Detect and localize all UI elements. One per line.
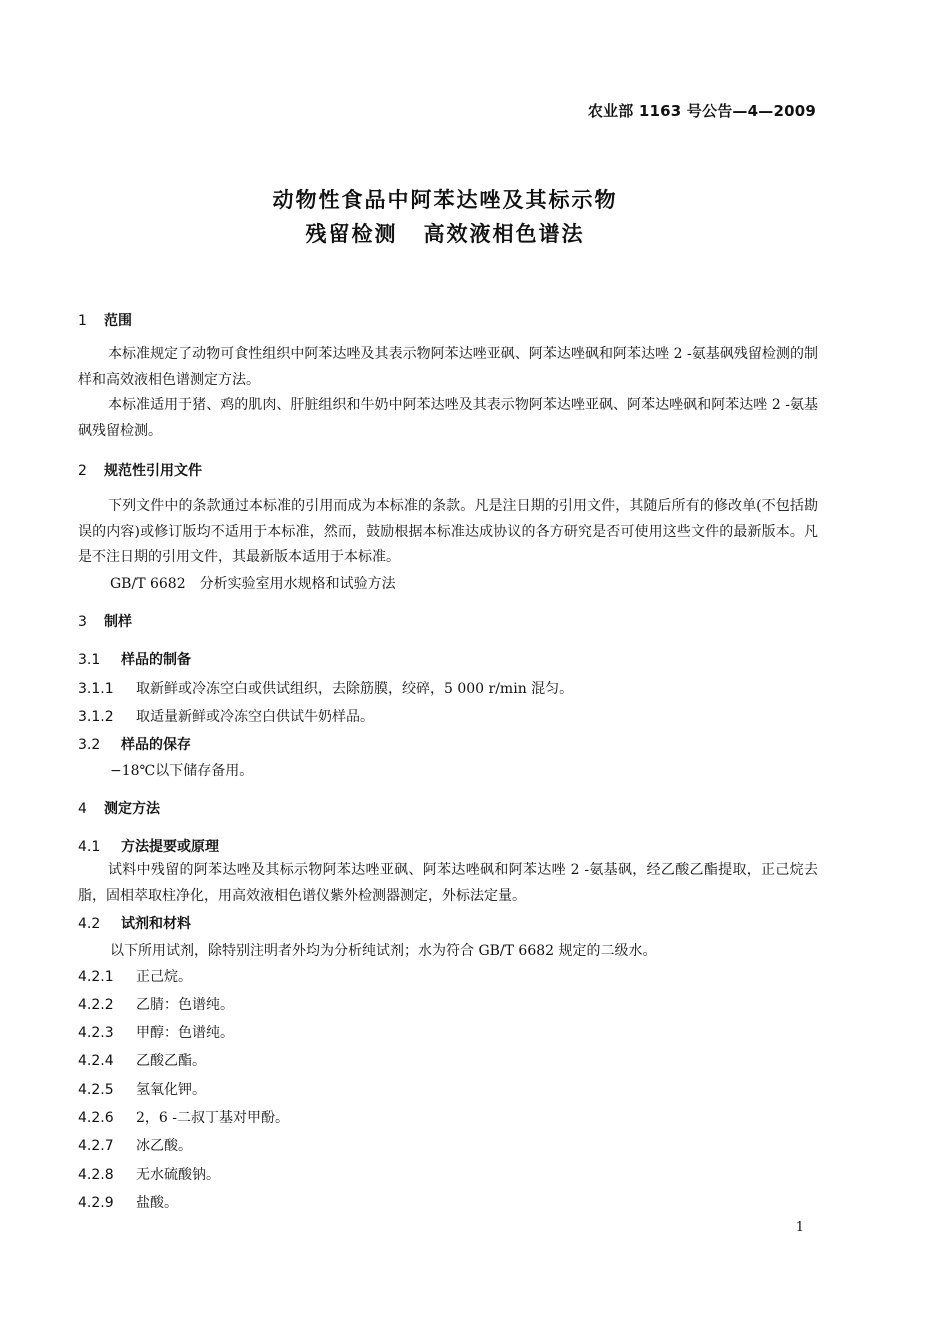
reagents-intro: 以下所用试剂，除特别注明者外均为分析纯试剂；水为符合 GB/T 6682 规定的二级水。 xyxy=(110,943,657,959)
clause-number: 4.2.9 xyxy=(78,1195,114,1211)
clause-text: 氢氧化钾。 xyxy=(136,1082,206,1098)
clause-number: 3.1.1 xyxy=(78,681,114,697)
section-1-paragraph-1: 本标准规定了动物可食性组织中阿苯达唑及其表示物阿苯达唑亚砜、阿苯达唑砜和阿苯达唑 2 -氨基砜残留检测的制样和高效液相色谱测定方法。 xyxy=(78,346,818,388)
clause-3-1-1 xyxy=(78,678,573,698)
clause-text: 无水硫酸钠。 xyxy=(136,1167,220,1183)
document-title-part1: 残留检测 xyxy=(305,222,398,246)
section-1-heading xyxy=(78,310,132,330)
clause-text: 取新鲜或冷冻空白或供试组织，去除筋膜，绞碎，5 000 r/min 混匀。 xyxy=(136,681,574,697)
clause-number: 4.2.4 xyxy=(78,1053,114,1069)
page-number: 1 xyxy=(795,1220,804,1235)
subsection-3-1-heading xyxy=(78,649,191,669)
clause-text: 乙酸乙酯。 xyxy=(136,1053,206,1069)
section-title: 测定方法 xyxy=(104,801,160,817)
section-title: 规范性引用文件 xyxy=(104,463,202,479)
reagent-item xyxy=(78,1164,220,1184)
clause-number: 4.2.8 xyxy=(78,1167,114,1183)
storage-instruction: −18℃以下储存备用。 xyxy=(110,763,254,779)
section-title: 制样 xyxy=(104,614,132,630)
clause-3-1-2 xyxy=(78,706,374,726)
reagent-item xyxy=(78,1192,178,1212)
subsection-number: 3.1 xyxy=(78,652,101,668)
clause-number: 4.2.5 xyxy=(78,1082,114,1098)
clause-text: 取适量新鲜或冷冻空白供试牛奶样品。 xyxy=(136,709,374,725)
method-principle-paragraph: 试料中残留的阿苯达唑及其标示物阿苯达唑亚砜、阿苯达唑砜和阿苯达唑 2 -氨基砜，经乙酸乙酯提取，正己烷去脂，固相萃取柱净化，用高效液相色谱仪紫外检测器测定，外标法定量。 xyxy=(78,862,818,904)
clause-text: 甲醇：色谱纯。 xyxy=(136,1025,234,1041)
section-2-paragraph: 下列文件中的条款通过本标准的引用而成为本标准的条款。凡是注日期的引用文件，其随后所有的修改单(不包括勘误的内容)或修订版均不适用于本标准，然而，鼓励根据本标准达成协议的各方研究是否可使用这些文件的最新版本。凡是不注日期的引用文件，其最新版本适用于本标准。 xyxy=(78,498,818,565)
clause-number: 4.2.1 xyxy=(78,969,114,985)
reagent-item xyxy=(78,1107,289,1127)
section-number: 4 xyxy=(78,801,87,817)
subsection-title: 方法提要或原理 xyxy=(121,839,219,855)
subsection-title: 试剂和材料 xyxy=(121,916,191,932)
subsection-4-1-heading xyxy=(78,836,219,856)
section-number: 1 xyxy=(78,313,87,329)
reagent-item xyxy=(78,966,192,986)
subsection-3-2-heading xyxy=(78,734,191,754)
clause-number: 4.2.7 xyxy=(78,1138,114,1154)
reagent-item xyxy=(78,1079,206,1099)
clause-number: 4.2.2 xyxy=(78,997,114,1013)
document-title-part2: 高效液相色谱法 xyxy=(423,222,585,246)
subsection-title: 样品的制备 xyxy=(121,652,191,668)
clause-text: 2，6 -二叔丁基对甲酚。 xyxy=(136,1110,289,1126)
reagent-item xyxy=(78,1135,192,1155)
document-title-line1: 动物性食品中阿苯达唑及其标示物 xyxy=(272,188,618,212)
section-title: 范围 xyxy=(104,313,132,329)
clause-number: 4.2.6 xyxy=(78,1110,114,1126)
standard-number: 农业部 1163 号公告—4—2009 xyxy=(587,102,816,120)
section-1-paragraph-2: 本标准适用于猪、鸡的肌肉、肝脏组织和牛奶中阿苯达唑及其表示物阿苯达唑亚砜、阿苯达唑砜和阿苯达唑 2 -氨基砜残留检测。 xyxy=(78,397,818,439)
reagent-item xyxy=(78,1022,234,1042)
subsection-number: 4.1 xyxy=(78,839,101,855)
section-number: 2 xyxy=(78,463,87,479)
clause-text: 正己烷。 xyxy=(136,969,192,985)
subsection-title: 样品的保存 xyxy=(121,737,191,753)
reagent-item xyxy=(78,994,234,1014)
subsection-number: 3.2 xyxy=(78,737,101,753)
section-number: 3 xyxy=(78,614,87,630)
reagent-item xyxy=(78,1050,206,1070)
subsection-4-2-heading xyxy=(78,913,191,933)
clause-text: 冰乙酸。 xyxy=(136,1138,192,1154)
clause-text: 乙腈：色谱纯。 xyxy=(136,997,234,1013)
document-title-line2 xyxy=(0,218,890,248)
clause-text: 盐酸。 xyxy=(136,1195,178,1211)
normative-reference: GB/T 6682 分析实验室用水规格和试验方法 xyxy=(110,576,396,592)
clause-number: 4.2.3 xyxy=(78,1025,114,1041)
section-4-heading xyxy=(78,798,160,818)
clause-number: 3.1.2 xyxy=(78,709,114,725)
section-2-heading xyxy=(78,460,202,480)
section-3-heading xyxy=(78,611,132,631)
subsection-number: 4.2 xyxy=(78,916,101,932)
